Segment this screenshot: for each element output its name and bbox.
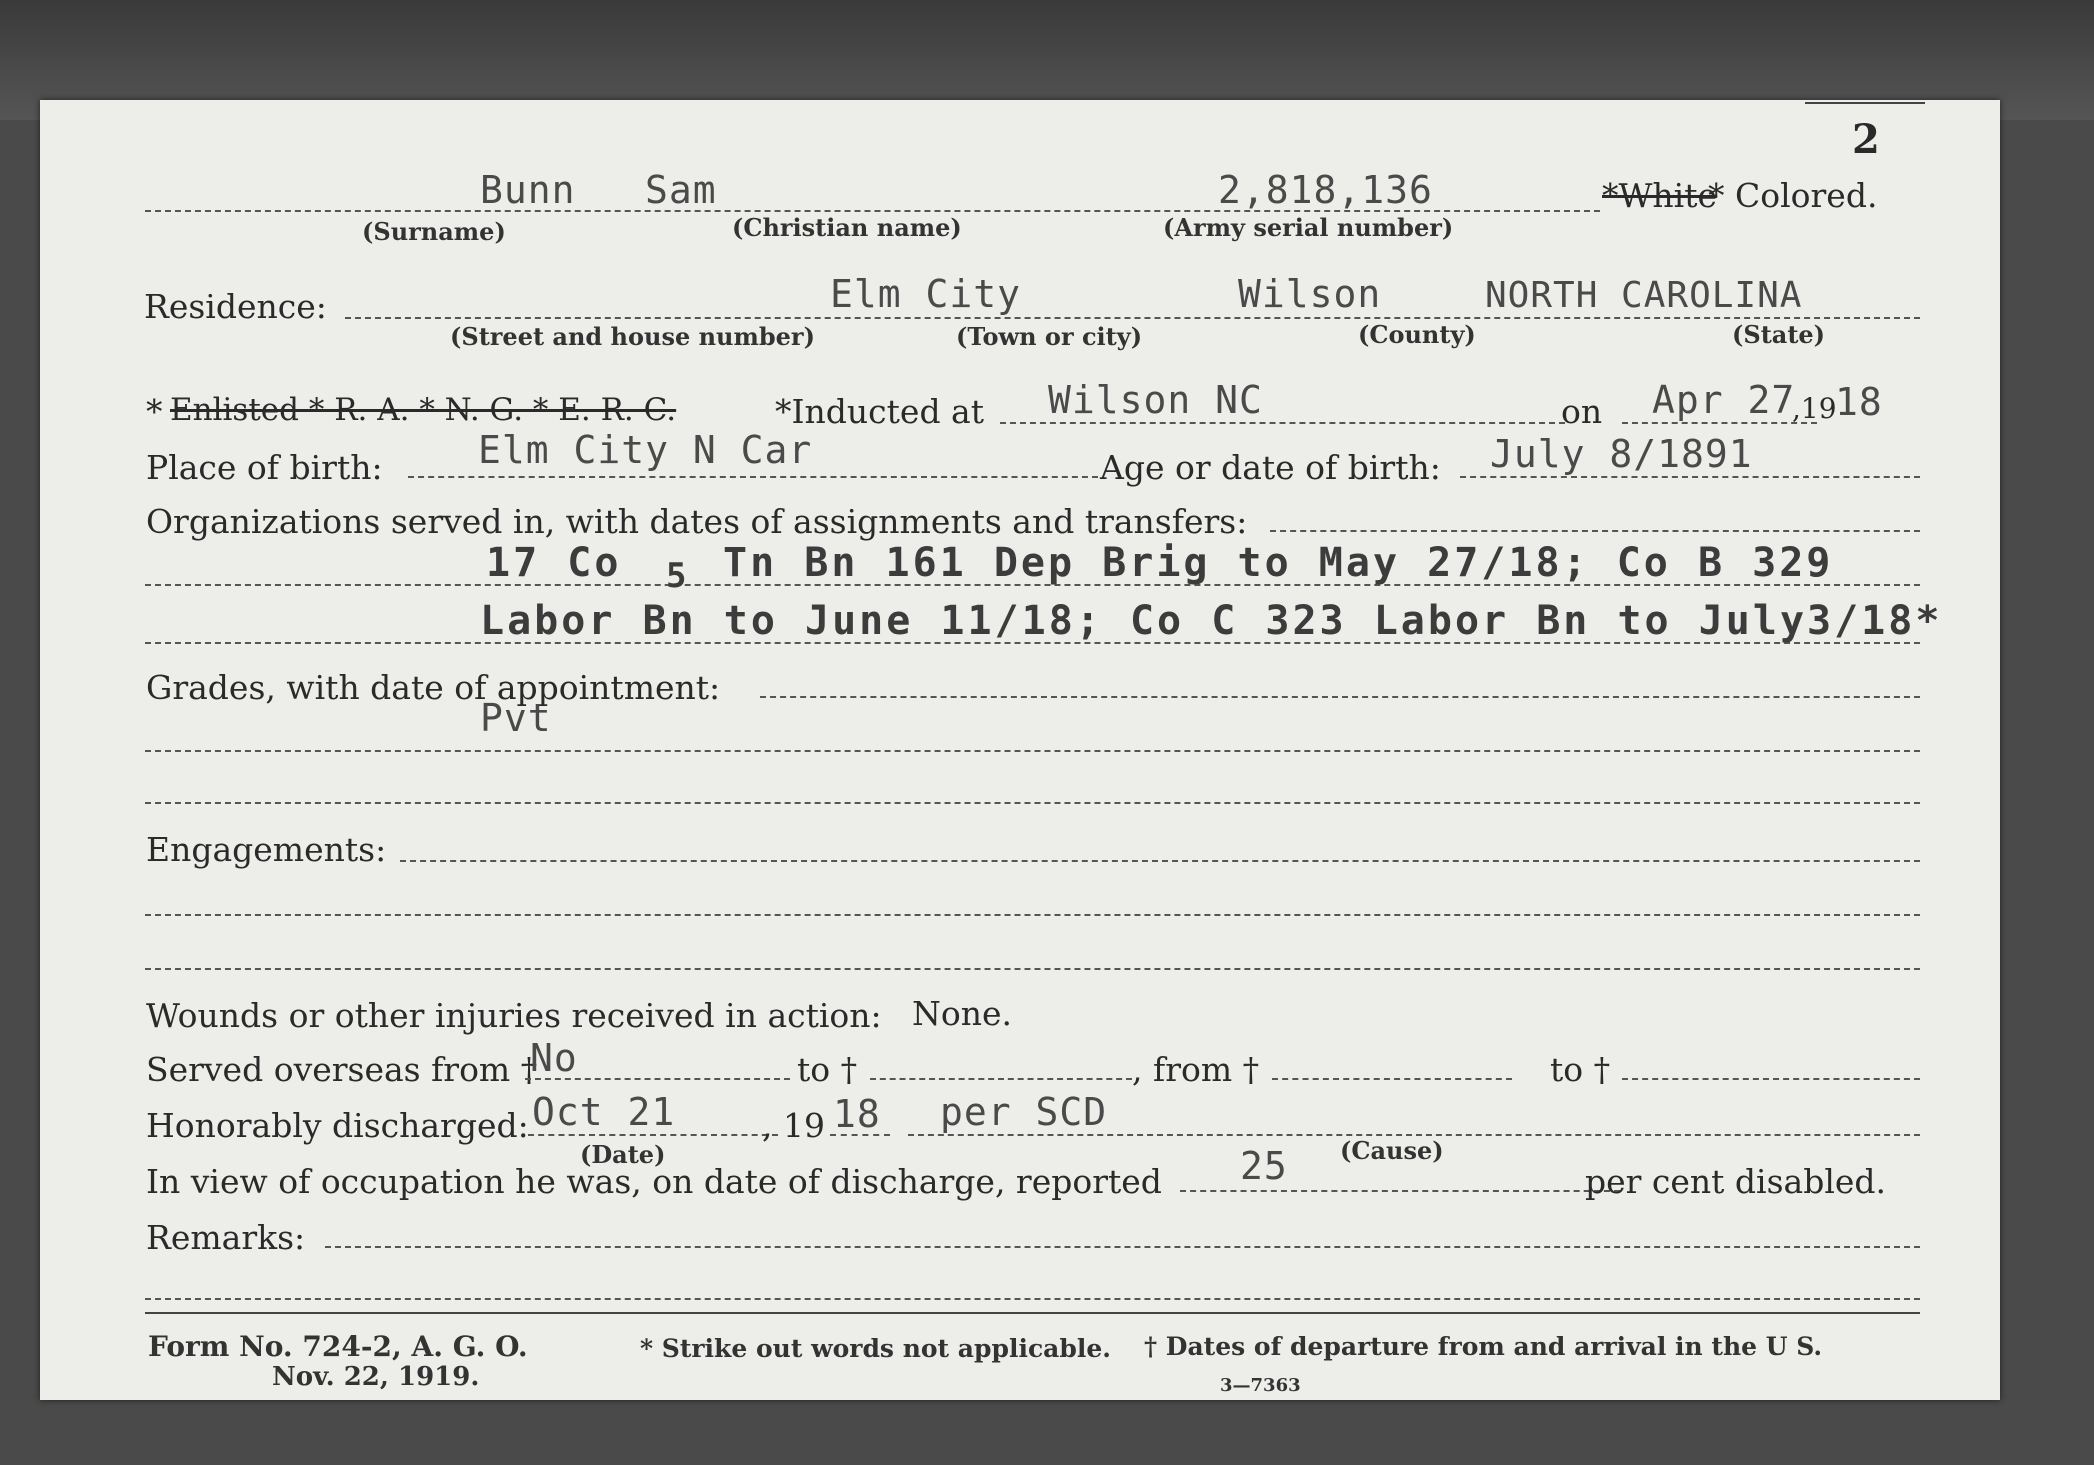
birth-place-label: Place of birth: bbox=[146, 448, 383, 487]
form-number: Form No. 724-2, A. G. O. bbox=[148, 1330, 528, 1363]
birth-date-value: July 8/1891 bbox=[1490, 432, 1753, 476]
town-value: Elm City bbox=[830, 272, 1022, 316]
county-caption: (County) bbox=[1358, 320, 1476, 349]
christian-name-value: Sam bbox=[645, 168, 717, 212]
inducted-label: *Inducted at bbox=[775, 392, 984, 431]
organizations-line-0 bbox=[1270, 530, 1920, 532]
engagements-line-0 bbox=[400, 860, 1920, 862]
inducted-date-line bbox=[1622, 422, 1817, 424]
age-label: Age or date of birth: bbox=[1100, 448, 1441, 487]
enlisted-options-struck: Enlisted * R. A. * N. G. * E. R. C. bbox=[170, 392, 677, 428]
inducted-place-value: Wilson NC bbox=[1048, 378, 1263, 422]
organizations-label: Organizations served in, with dates of assignments and transfers: bbox=[146, 502, 1248, 541]
remarks-label: Remarks: bbox=[146, 1218, 306, 1257]
on-label: on bbox=[1561, 392, 1603, 431]
county-value: Wilson bbox=[1238, 272, 1382, 316]
state-caption: (State) bbox=[1732, 320, 1826, 349]
disabled-percent-value: 25 bbox=[1240, 1144, 1288, 1188]
residence-label: Residence: bbox=[144, 287, 327, 326]
remarks-line-0 bbox=[325, 1246, 1920, 1248]
overseas-from-label-2: , from † bbox=[1132, 1050, 1260, 1089]
state-value: NORTH CAROLINA bbox=[1485, 275, 1803, 316]
engagements-line-2 bbox=[145, 968, 1920, 970]
organizations-value-1-sup: 5 bbox=[666, 556, 690, 596]
street-caption: (Street and house number) bbox=[450, 322, 815, 351]
date-caption: (Date) bbox=[580, 1140, 666, 1169]
overseas-to-line-2 bbox=[1622, 1078, 1920, 1080]
form-date: Nov. 22, 1919. bbox=[272, 1362, 480, 1392]
engagements-line-1 bbox=[145, 914, 1920, 916]
surname-value: Bunn bbox=[480, 168, 576, 212]
enlisted-star: * bbox=[146, 392, 163, 431]
birth-place-line bbox=[408, 476, 1098, 478]
serial-caption: (Army serial number) bbox=[1163, 213, 1454, 242]
overseas-to-label-2: to † bbox=[1550, 1050, 1611, 1089]
remarks-line-1 bbox=[145, 1298, 1920, 1300]
card-number: 2 bbox=[1852, 116, 1880, 163]
wounds-label: Wounds or other injuries received in action: bbox=[146, 996, 882, 1035]
grades-line-0 bbox=[760, 696, 1920, 698]
discharge-date-value: Oct 21 bbox=[532, 1090, 676, 1134]
race-colored: * Colored. bbox=[1708, 176, 1878, 215]
discharged-label: Honorably discharged: bbox=[146, 1106, 529, 1145]
serial-value: 2,818,136 bbox=[1218, 168, 1433, 212]
overseas-to-label-1: to † bbox=[797, 1050, 858, 1089]
overseas-label: Served overseas from † bbox=[146, 1050, 538, 1089]
wounds-value: None. bbox=[912, 994, 1013, 1033]
overseas-from-value: No bbox=[530, 1036, 578, 1080]
inducted-line bbox=[1000, 422, 1565, 424]
grades-line-2 bbox=[145, 802, 1920, 804]
organizations-value-1a: 17 Co bbox=[486, 540, 622, 586]
discharge-year-value: 18 bbox=[833, 1092, 881, 1136]
grades-label: Grades, with date of appointment: bbox=[146, 668, 721, 707]
surname-caption: (Surname) bbox=[362, 217, 506, 246]
organizations-value-2: Labor Bn to June 11/18; Co C 323 Labor Bn to July3/18* bbox=[480, 598, 1943, 644]
race-white-struck: *White bbox=[1602, 176, 1718, 215]
disabled-suffix: per cent disabled. bbox=[1585, 1162, 1887, 1201]
corner-rule bbox=[1805, 102, 1925, 104]
dates-note: † Dates of departure from and arrival in the U S. bbox=[1144, 1332, 1823, 1361]
residence-line bbox=[345, 317, 1920, 319]
inducted-year-prefix: ,19 bbox=[1792, 392, 1837, 425]
discharge-year-prefix: , 19 bbox=[762, 1106, 825, 1145]
christian-name-caption: (Christian name) bbox=[732, 213, 962, 242]
overseas-to-line-1 bbox=[870, 1078, 1132, 1080]
grade-value: Pvt bbox=[480, 696, 552, 740]
print-code: 3—7363 bbox=[1220, 1375, 1301, 1396]
birth-date-line bbox=[1460, 476, 1920, 478]
inducted-date-value: Apr 27 bbox=[1652, 378, 1796, 422]
grades-line-1 bbox=[145, 750, 1920, 752]
organizations-value-1b: Tn Bn 161 Dep Brig to May 27/18; Co B 329 bbox=[723, 540, 1834, 586]
town-caption: (Town or city) bbox=[956, 322, 1143, 351]
cause-caption: (Cause) bbox=[1340, 1136, 1444, 1165]
disabled-line bbox=[1180, 1190, 1620, 1192]
inducted-year-value: 18 bbox=[1835, 380, 1883, 424]
service-record-card bbox=[40, 100, 2000, 1400]
disabled-label: In view of occupation he was, on date of discharge, reported bbox=[146, 1162, 1162, 1201]
birth-place-value: Elm City N Car bbox=[478, 428, 813, 472]
overseas-from-line-2 bbox=[1272, 1078, 1512, 1080]
discharge-cause-value: per SCD bbox=[940, 1090, 1108, 1134]
footer-rule bbox=[145, 1312, 1920, 1314]
engagements-label: Engagements: bbox=[146, 830, 387, 869]
discharge-date-line bbox=[528, 1134, 778, 1136]
strike-out-note: * Strike out words not applicable. bbox=[640, 1334, 1111, 1363]
